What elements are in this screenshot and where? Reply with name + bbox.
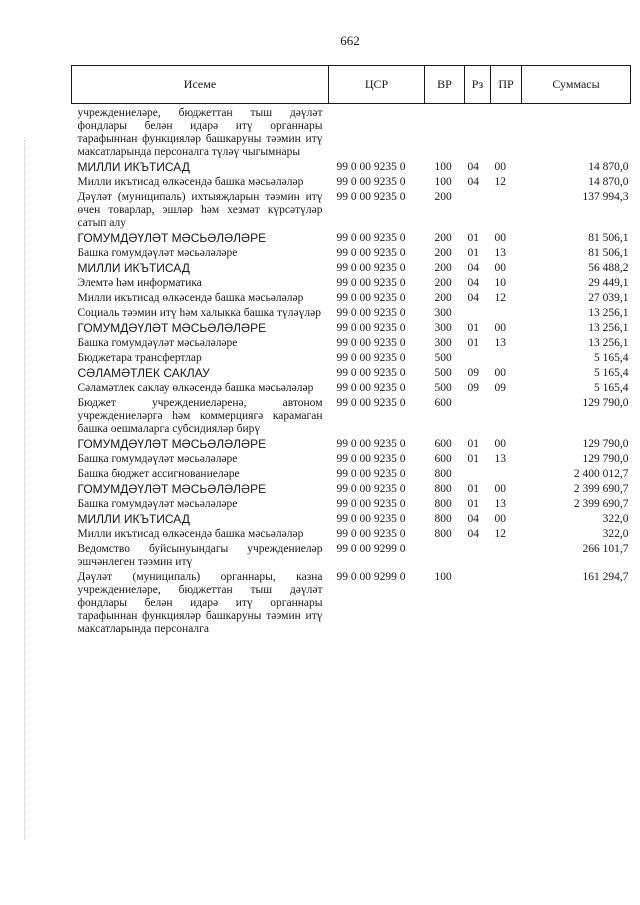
cell-sum: 13 256,1 <box>588 322 629 334</box>
table-row <box>72 381 631 396</box>
cell-rz <box>465 542 491 570</box>
cell-name: Дәүләт (муниципаль) ихтыяҗларын тәэмин итү өчен товарлар, эшләр һәм хезмәт күрсәтүләр сатып алу <box>77 191 323 229</box>
cell-sum: 266 101,7 <box>582 543 629 555</box>
cell-csr: 99 0 00 9235 0 <box>336 277 406 289</box>
table-row <box>72 396 631 437</box>
cell-csr <box>329 106 425 160</box>
cell-name: СӘЛАМӘТЛЕК САКЛАУ <box>77 366 210 380</box>
table-row <box>72 542 631 570</box>
cell-sum: 14 870,0 <box>588 176 629 188</box>
cell-pr: 00 <box>494 483 506 495</box>
cell-pr: 13 <box>494 453 506 465</box>
cell-pr: 00 <box>494 367 506 379</box>
cell-pr: 13 <box>494 247 506 259</box>
cell-rz <box>465 570 491 637</box>
cell-name: Элемтә һәм информатика <box>77 277 202 289</box>
header-sum: Суммасы <box>522 66 631 104</box>
cell-name: Башка гомумдәүләт мәсьәләләре <box>77 453 238 465</box>
cell-pr <box>491 467 522 482</box>
table-row <box>72 106 631 160</box>
table-row <box>72 351 631 366</box>
cell-csr: 99 0 00 9235 0 <box>336 191 406 203</box>
cell-vr: 800 <box>434 483 452 495</box>
table-row <box>72 261 631 276</box>
cell-csr: 99 0 00 9235 0 <box>336 232 406 244</box>
cell-sum: 13 256,1 <box>588 337 629 349</box>
cell-vr: 300 <box>434 337 452 349</box>
cell-vr: 600 <box>434 453 452 465</box>
cell-pr: 00 <box>494 513 506 525</box>
cell-sum: 29 449,1 <box>588 277 629 289</box>
table-row <box>72 291 631 306</box>
table-row <box>72 570 631 637</box>
cell-rz: 01 <box>467 322 479 334</box>
cell-csr: 99 0 00 9235 0 <box>336 307 406 319</box>
cell-vr: 800 <box>434 498 452 510</box>
cell-csr: 99 0 00 9235 0 <box>336 262 406 274</box>
header-name: Исеме <box>72 66 329 104</box>
table-row <box>72 366 631 381</box>
cell-vr: 800 <box>434 468 452 480</box>
cell-name: Бюджетара трансфертлар <box>77 352 202 364</box>
cell-sum: 13 256,1 <box>588 307 629 319</box>
cell-sum: 81 506,1 <box>588 247 629 259</box>
cell-name: МИЛЛИ ИКЪТИСАД <box>77 261 190 275</box>
table-row <box>72 452 631 467</box>
cell-name: Милли икътисад өлкәсендә башка мәсьәләләр <box>77 176 304 188</box>
cell-pr <box>491 351 522 366</box>
cell-name: ГОМУМДӘҮЛӘТ МӘСЬӘЛӘЛӘРЕ <box>77 231 267 245</box>
cell-sum: 14 870,0 <box>588 161 629 173</box>
table-row <box>72 231 631 246</box>
cell-rz: 01 <box>467 498 479 510</box>
cell-vr: 200 <box>434 277 452 289</box>
cell-name: ГОМУМДӘҮЛӘТ МӘСЬӘЛӘЛӘРЕ <box>77 321 267 335</box>
cell-name: Башка бюджет ассигнованиеләре <box>77 468 240 480</box>
cell-vr: 200 <box>434 247 452 259</box>
cell-csr: 99 0 00 9235 0 <box>336 161 406 173</box>
cell-pr <box>491 190 522 231</box>
cell-csr: 99 0 00 9235 0 <box>336 438 406 450</box>
cell-vr <box>425 106 465 160</box>
cell-rz: 04 <box>467 513 479 525</box>
table-row <box>72 336 631 351</box>
cell-sum: 322,0 <box>602 513 629 525</box>
cell-csr: 99 0 00 9235 0 <box>336 528 406 540</box>
cell-rz: 04 <box>467 277 479 289</box>
cell-sum: 129 790,0 <box>582 397 629 409</box>
table-row <box>72 482 631 497</box>
cell-rz: 01 <box>467 438 479 450</box>
cell-csr: 99 0 00 9299 0 <box>336 571 406 583</box>
cell-pr: 13 <box>494 337 506 349</box>
cell-vr: 500 <box>434 367 452 379</box>
table-row <box>72 512 631 527</box>
cell-name: Милли икътисад өлкәсендә башка мәсьәләләр <box>77 528 304 540</box>
cell-csr: 99 0 00 9235 0 <box>336 483 406 495</box>
cell-vr: 100 <box>434 161 452 173</box>
cell-sum: 81 506,1 <box>588 232 629 244</box>
cell-pr <box>491 106 522 160</box>
cell-rz: 04 <box>467 528 479 540</box>
cell-csr: 99 0 00 9235 0 <box>336 468 406 480</box>
cell-rz <box>465 351 491 366</box>
table-row <box>72 437 631 452</box>
cell-sum: 5 165,4 <box>594 367 629 379</box>
cell-name: учреждениеләре, бюджеттан тыш дәүләт фондлары белән идарә итү органнары тарафыннан функцияләр башкаруны тәэмин итү максатларында персоналга түләү чыгымнары <box>77 107 323 158</box>
cell-pr: 12 <box>494 176 506 188</box>
cell-pr: 13 <box>494 498 506 510</box>
cell-sum: 322,0 <box>602 528 629 540</box>
cell-sum: 129 790,0 <box>582 453 629 465</box>
cell-pr: 09 <box>494 382 506 394</box>
cell-rz: 01 <box>467 232 479 244</box>
cell-sum: 2 399 690,7 <box>573 483 629 495</box>
cell-name: МИЛЛИ ИКЪТИСАД <box>77 512 190 526</box>
cell-name: МИЛЛИ ИКЪТИСАД <box>77 160 190 174</box>
cell-vr: 300 <box>434 307 452 319</box>
cell-csr: 99 0 00 9235 0 <box>336 292 406 304</box>
table-body <box>72 104 631 638</box>
table-row <box>72 321 631 336</box>
cell-sum: 161 294,7 <box>582 571 629 583</box>
cell-vr: 800 <box>434 528 452 540</box>
table-row <box>72 497 631 512</box>
cell-rz: 04 <box>467 262 479 274</box>
cell-vr: 200 <box>434 262 452 274</box>
cell-pr <box>491 542 522 570</box>
cell-vr: 600 <box>434 438 452 450</box>
cell-csr: 99 0 00 9235 0 <box>336 397 406 409</box>
table-row <box>72 190 631 231</box>
cell-sum: 2 399 690,7 <box>573 498 629 510</box>
cell-sum: 5 165,4 <box>594 352 629 364</box>
cell-rz: 04 <box>467 161 479 173</box>
budget-table <box>71 65 631 637</box>
cell-sum: 129 790,0 <box>582 438 629 450</box>
cell-sum: 5 165,4 <box>594 382 629 394</box>
cell-vr: 200 <box>434 232 452 244</box>
cell-name: Сәламәтлек саклау өлкәсендә башка мәсьәләләр <box>77 382 314 394</box>
cell-pr <box>491 306 522 321</box>
cell-pr: 00 <box>494 262 506 274</box>
cell-sum: 2 400 012,7 <box>573 468 629 480</box>
cell-vr: 500 <box>434 352 452 364</box>
cell-csr: 99 0 00 9235 0 <box>336 498 406 510</box>
cell-csr: 99 0 00 9235 0 <box>336 367 406 379</box>
cell-name: Башка гомумдәүләт мәсьәләләре <box>77 247 238 259</box>
cell-vr: 200 <box>434 292 452 304</box>
cell-vr: 800 <box>434 513 452 525</box>
cell-csr: 99 0 00 9299 0 <box>336 543 406 555</box>
cell-pr <box>491 570 522 637</box>
cell-csr: 99 0 00 9235 0 <box>336 247 406 259</box>
cell-csr: 99 0 00 9235 0 <box>336 513 406 525</box>
cell-vr: 100 <box>434 571 452 583</box>
cell-rz <box>465 106 491 160</box>
cell-pr: 00 <box>494 161 506 173</box>
cell-vr: 100 <box>434 176 452 188</box>
header-vr: ВР <box>425 66 465 104</box>
cell-name: ГОМУМДӘҮЛӘТ МӘСЬӘЛӘЛӘРЕ <box>77 482 267 496</box>
cell-pr: 00 <box>494 322 506 334</box>
cell-rz: 01 <box>467 453 479 465</box>
cell-name: Милли икътисад өлкәсендә башка мәсьәләләр <box>77 292 304 304</box>
cell-rz: 09 <box>467 367 479 379</box>
cell-name: Ведомство буйсынуындагы учреждениеләр эшчәнлеген тәэмин итү <box>77 543 323 568</box>
cell-vr <box>425 542 465 570</box>
cell-pr: 00 <box>494 232 506 244</box>
cell-name: Дәүләт (муниципаль) органнары, казна учреждениеләре, бюджеттан тыш дәүләт фондлары белән идарә итү органнары тарафыннан функцияләр башкаруны тәэмин итү максатларында персоналга <box>77 571 323 635</box>
cell-rz: 01 <box>467 247 479 259</box>
cell-rz <box>465 396 491 437</box>
cell-csr: 99 0 00 9235 0 <box>336 352 406 364</box>
cell-rz: 04 <box>467 176 479 188</box>
table-row <box>72 160 631 175</box>
cell-name: Башка гомумдәүләт мәсьәләләре <box>77 498 238 510</box>
cell-vr: 200 <box>434 191 452 203</box>
table-row <box>72 175 631 190</box>
cell-vr: 600 <box>434 397 452 409</box>
cell-rz: 04 <box>467 292 479 304</box>
cell-rz <box>465 467 491 482</box>
table-row <box>72 276 631 291</box>
cell-name: Башка гомумдәүләт мәсьәләләре <box>77 337 238 349</box>
cell-pr <box>491 396 522 437</box>
cell-pr: 12 <box>494 528 506 540</box>
table-row <box>72 467 631 482</box>
cell-vr: 300 <box>434 322 452 334</box>
cell-csr: 99 0 00 9235 0 <box>336 176 406 188</box>
cell-sum: 137 994,3 <box>582 191 629 203</box>
cell-name: Социаль тәэмин итү һәм халыкка башка түләүләр <box>77 307 321 319</box>
table-header <box>72 66 631 104</box>
cell-sum <box>522 106 631 160</box>
cell-vr: 500 <box>434 382 452 394</box>
cell-pr: 10 <box>494 277 506 289</box>
header-rz: Рз <box>465 66 491 104</box>
cell-rz: 09 <box>467 382 479 394</box>
table-row <box>72 527 631 542</box>
table-row <box>72 306 631 321</box>
cell-csr: 99 0 00 9235 0 <box>336 322 406 334</box>
header-pr: ПР <box>491 66 522 104</box>
cell-rz: 01 <box>467 483 479 495</box>
cell-sum: 56 488,2 <box>588 262 629 274</box>
cell-pr: 00 <box>494 438 506 450</box>
cell-csr: 99 0 00 9235 0 <box>336 382 406 394</box>
page-number: 662 <box>340 33 360 48</box>
cell-rz: 01 <box>467 337 479 349</box>
table-row <box>72 246 631 261</box>
cell-name: Бюджет учреждениеләренә, автоном учреждениеләргә һәм коммерциягә карамаган башка оешмаларга субсидияләр бирү <box>77 397 323 435</box>
header-csr: ЦСР <box>329 66 425 104</box>
cell-name: ГОМУМДӘҮЛӘТ МӘСЬӘЛӘЛӘРЕ <box>77 437 267 451</box>
scan-margin-line <box>24 140 26 840</box>
cell-csr: 99 0 00 9235 0 <box>336 453 406 465</box>
cell-csr: 99 0 00 9235 0 <box>336 337 406 349</box>
cell-sum: 27 039,1 <box>588 292 629 304</box>
cell-rz <box>465 306 491 321</box>
cell-pr: 12 <box>494 292 506 304</box>
cell-rz <box>465 190 491 231</box>
